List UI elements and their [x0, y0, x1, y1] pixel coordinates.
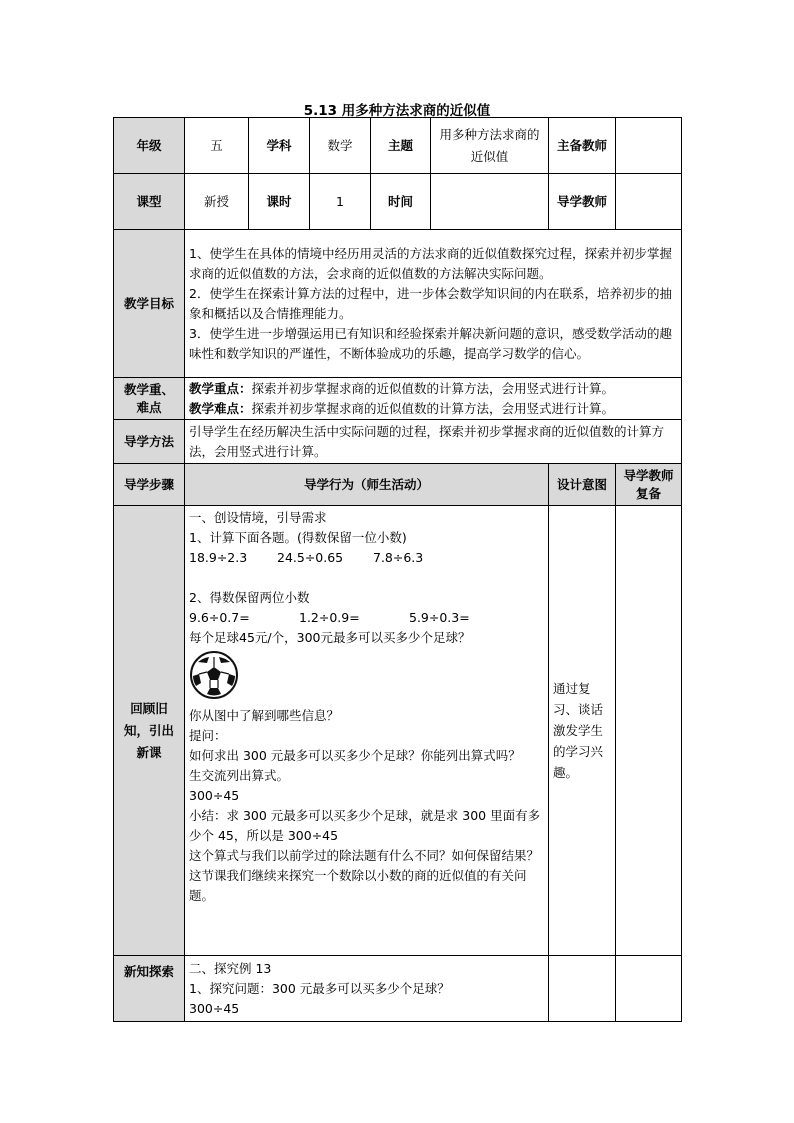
goals-content: [185, 230, 682, 378]
difficulty-label: 教学难点：: [189, 400, 252, 416]
key-point-label: 教学重点：: [189, 380, 252, 396]
explore-row: [114, 956, 682, 1022]
subject-value: 数学: [310, 118, 371, 174]
time-label: 时间: [371, 174, 431, 230]
explore-content: [185, 956, 549, 1022]
subject-label: 学科: [249, 118, 310, 174]
review-line: 300÷45: [189, 788, 240, 803]
review-row: [114, 506, 682, 956]
method-label: 导学方法: [114, 420, 185, 464]
exercise: 9.6÷0.7=: [189, 610, 250, 625]
goal-item: 2．使学生在探索计算方法的过程中，进一步体会数学知识间的内在联系，培养初步的抽象和概括以及合情推理能力。: [189, 285, 672, 321]
exercise-set-2: [189, 608, 544, 628]
type-label: 课型: [114, 174, 185, 230]
method-text: 引导学生在经历解决生活中实际问题的过程，探索并初步掌握求商的近似值数的计算方法，会用竖式进行计算。: [185, 420, 682, 464]
method-row: [114, 420, 682, 464]
guide-value: [616, 174, 682, 230]
exercise-set-1: [189, 548, 544, 568]
exercise: 7.8÷6.3: [373, 550, 424, 565]
explore-label: 新知探索: [114, 956, 185, 1022]
explore-design: [549, 956, 616, 1022]
exercise: 18.9÷2.3: [189, 550, 248, 565]
guide-label: 导学教师: [549, 174, 616, 230]
review-line: 如何求出 300 元最多可以买多少个足球？你能列出算式吗？: [189, 748, 521, 763]
exercise: 24.5÷0.65: [277, 550, 344, 565]
goal-item: 1、使学生在具体的情境中经历用灵活的方法求商的近似值数探究过程，探索并初步掌握求商的近似值数的方法，会求商的近似值数的方法解决实际问题。: [189, 245, 672, 281]
key-points-label: 教学重、难点: [114, 378, 185, 420]
goals-label: 教学目标: [114, 230, 185, 378]
review-prep: [616, 506, 682, 956]
key-points-row: [114, 378, 682, 420]
explore-line: 1、探究问题：300 元最多可以买多少个足球？: [189, 981, 450, 996]
section-header-row: [114, 464, 682, 506]
lesson-plan-table: [113, 117, 682, 1022]
teacher-value: [616, 118, 682, 174]
review-line: 提问：: [189, 728, 227, 743]
page-title: 5.13 用多种方法求商的近似值: [303, 103, 491, 119]
review-line: 你从图中了解到哪些信息？: [189, 708, 340, 723]
review-design: 通过复习、谈话激发学生的学习兴趣。: [549, 506, 616, 956]
explore-prep: [616, 956, 682, 1022]
difficulty-text: 探索并初步掌握求商的近似值数的计算方法，会用竖式进行计算。: [251, 400, 615, 416]
hours-value: 1: [310, 174, 371, 230]
soccer-ball-icon: [189, 650, 239, 700]
review-line: 生交流列出算式。: [189, 768, 290, 783]
explore-line: 二、探究例 13: [189, 961, 272, 976]
time-value: [431, 174, 549, 230]
key-point-text: 探索并初步掌握求商的近似值数的计算方法，会用竖式进行计算。: [251, 380, 615, 396]
info-row-2: [114, 174, 682, 230]
review-line: 这个算式与我们以前学过的除法题有什么不同？如何保留结果？这节课我们继续来探究一个数除以小数的商的近似值的有关问题。: [189, 848, 540, 903]
key-points-content: [185, 378, 682, 420]
grade-value: 五: [185, 118, 249, 174]
goals-row: [114, 230, 682, 378]
prep-header: 导学教师复备: [616, 464, 682, 506]
review-line: 一、创设情境，引导需求: [189, 510, 327, 525]
review-line: 小结：求 300 元最多可以买多少个足球，就是求 300 里面有多少个 45，所以是 300÷45: [189, 808, 541, 843]
steps-header: 导学步骤: [114, 464, 185, 506]
review-label: 回顾旧知，引出新课: [114, 506, 185, 956]
exercise: 5.9÷0.3=: [409, 610, 470, 625]
review-content: [185, 506, 549, 956]
design-header: 设计意图: [549, 464, 616, 506]
goal-item: 3．使学生进一步增强运用已有知识和经验探索并解决新问题的意识，感受数学活动的趣味性和数学知识的严谨性，不断体验成功的乐趣，提高学习数学的信心。: [189, 325, 672, 361]
explore-line: 300÷45: [189, 1001, 240, 1016]
review-line: 2、得数保留两位小数: [189, 590, 310, 605]
hours-label: 课时: [249, 174, 310, 230]
teacher-label: 主备教师: [549, 118, 616, 174]
topic-value: 用多种方法求商的近似值: [431, 118, 549, 174]
review-question: 每个足球45元/个，300元最多可以买多少个足球？: [189, 630, 471, 645]
exercise: 1.2÷0.9=: [299, 610, 360, 625]
action-header: 导学行为（师生活动）: [185, 464, 549, 506]
info-row-1: [114, 118, 682, 174]
topic-label: 主题: [371, 118, 431, 174]
grade-label: 年级: [114, 118, 185, 174]
review-line: 1、计算下面各题。(得数保留一位小数): [189, 530, 407, 545]
type-value: 新授: [185, 174, 249, 230]
